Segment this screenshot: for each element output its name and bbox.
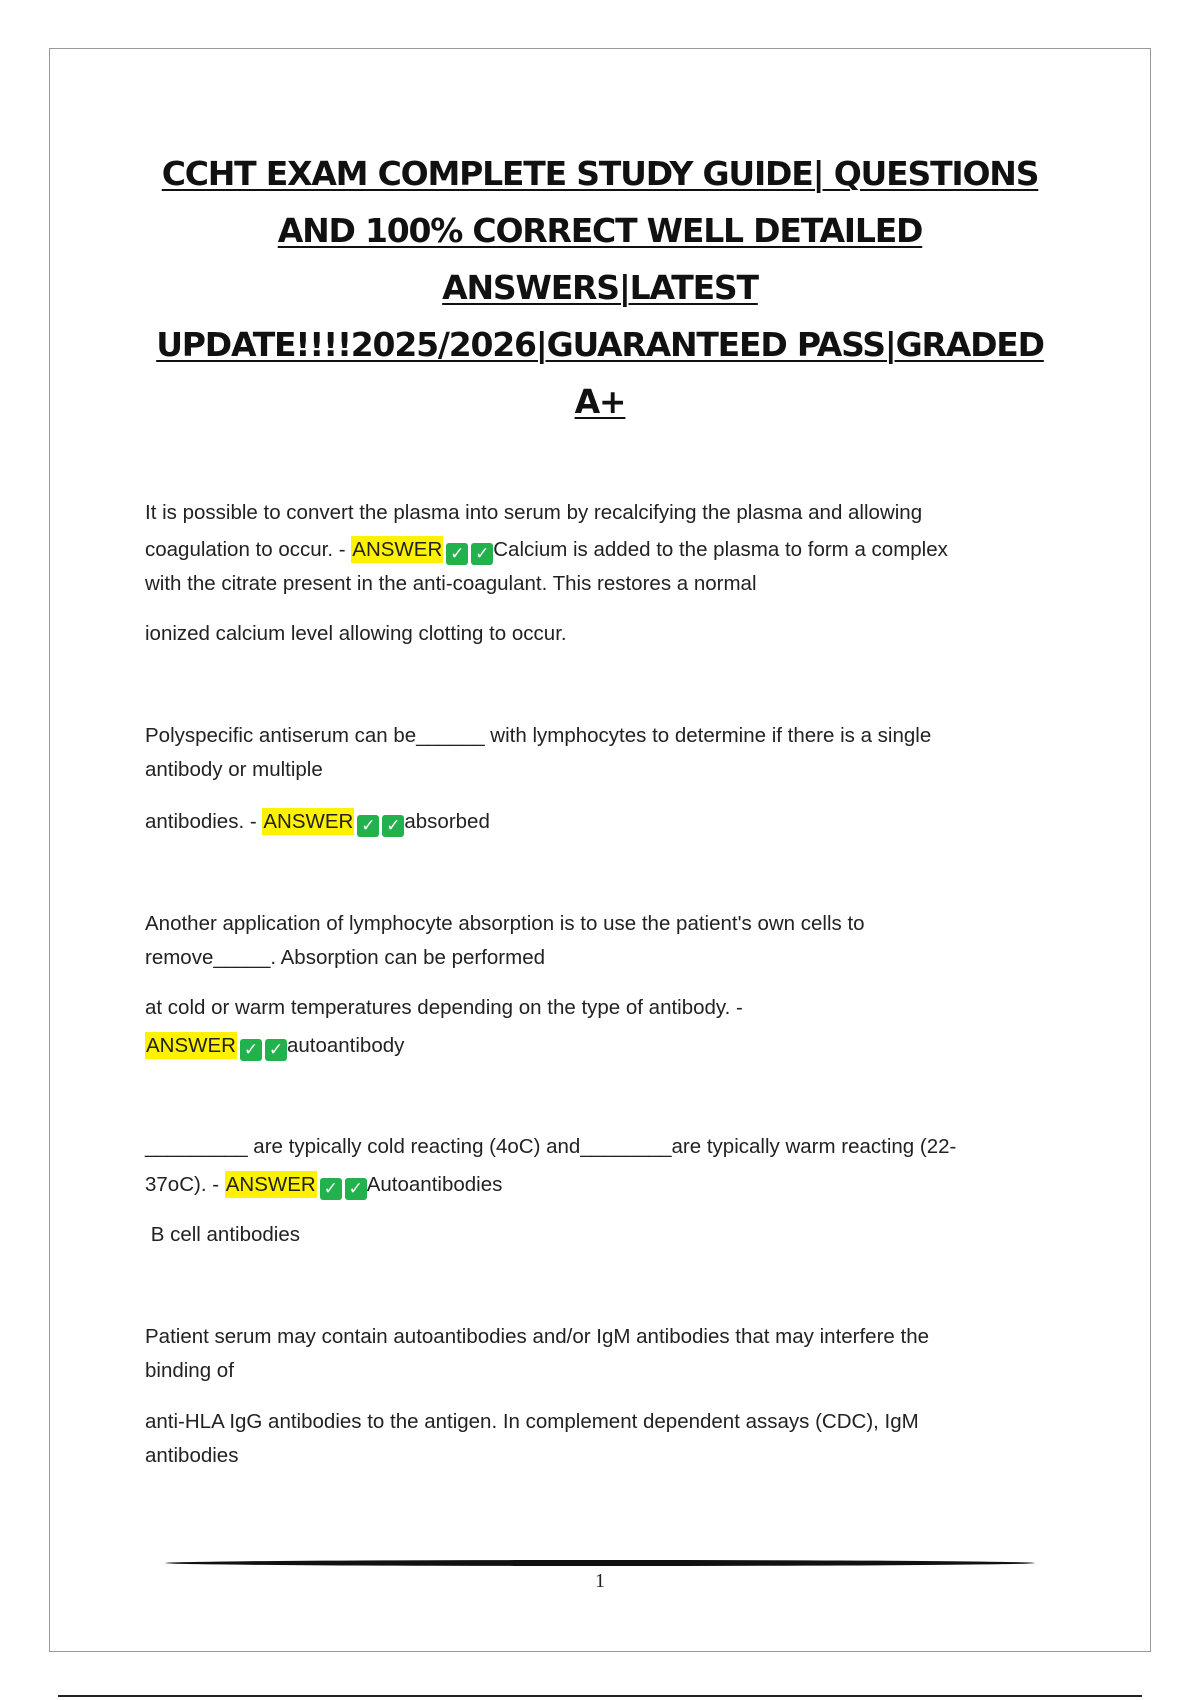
question-4-line-1: _________ are typically cold reacting (4oC) and________are typically warm reacting (22- xyxy=(145,1135,957,1158)
question-2-line-3 xyxy=(145,805,490,839)
page-number: 1 xyxy=(595,1570,605,1592)
green-checkmark-icon: ✓ xyxy=(446,543,468,565)
footer-rule xyxy=(165,1560,1035,1566)
question-3-line-3: at cold or warm temperatures depending on the type of antibody. - xyxy=(145,996,743,1019)
answer-4-text: Autoantibodies xyxy=(366,1173,503,1196)
answer-3-text: autoantibody xyxy=(286,1034,405,1057)
question-2-line-1: Polyspecific antiserum can be______ with lymphocytes to determine if there is a single xyxy=(145,724,932,747)
question-2-text: antibodies. - xyxy=(145,810,263,833)
green-checkmark-icon: ✓ xyxy=(382,815,404,837)
answer-1-text: Calcium is added to the plasma to form a complex xyxy=(493,538,948,561)
answer-label: ANSWER xyxy=(146,1034,236,1057)
title-line-1: CCHT EXAM COMPLETE STUDY GUIDE| QUESTIONS xyxy=(161,154,1039,193)
question-3-line-2: remove_____. Absorption can be performed xyxy=(145,946,546,969)
answer-1-line-3: ionized calcium level allowing clotting to occur. xyxy=(145,622,567,645)
answer-4-line-2: B cell antibodies xyxy=(145,1223,300,1246)
title-line-2: AND 100% CORRECT WELL DETAILED xyxy=(277,211,923,250)
green-checkmark-icon: ✓ xyxy=(357,815,379,837)
answer-label: ANSWER xyxy=(352,538,443,561)
answer-label: ANSWER xyxy=(263,810,354,833)
question-1-line-1: It is possible to convert the plasma into serum by recalcifying the plasma and allowing xyxy=(145,501,923,524)
question-5-line-1: Patient serum may contain autoantibodies and/or IgM antibodies that may interfere the xyxy=(145,1325,930,1348)
question-1-line-2 xyxy=(145,533,948,567)
green-checkmark-icon: ✓ xyxy=(240,1039,262,1061)
answer-2-text: absorbed xyxy=(404,810,490,833)
answer-1-line-2: with the citrate present in the anti-coagulant. This restores a normal xyxy=(145,572,757,595)
question-5-line-4: antibodies xyxy=(145,1444,239,1467)
document-title xyxy=(140,145,1060,430)
question-5-line-3: anti-HLA IgG antibodies to the antigen. In complement dependent assays (CDC), IgM xyxy=(145,1410,919,1433)
green-checkmark-icon: ✓ xyxy=(320,1178,342,1200)
question-5-line-2: binding of xyxy=(145,1359,234,1382)
question-2-line-2: antibody or multiple xyxy=(145,758,323,781)
title-line-5: A+ xyxy=(574,382,626,421)
question-4-text: 37oC). - xyxy=(145,1173,225,1196)
answer-label: ANSWER xyxy=(225,1173,316,1196)
green-checkmark-icon: ✓ xyxy=(471,543,493,565)
bottom-divider xyxy=(58,1695,1142,1697)
question-1-text: coagulation to occur. - xyxy=(145,538,352,561)
question-3-line-1: Another application of lymphocyte absorption is to use the patient's own cells to xyxy=(145,912,865,935)
title-line-3: ANSWERS|LATEST xyxy=(442,268,758,307)
answer-3-line xyxy=(145,1029,404,1063)
green-checkmark-icon: ✓ xyxy=(265,1039,287,1061)
title-line-4: UPDATE!!!!2025/2026|GUARANTEED PASS|GRADED xyxy=(156,325,1044,364)
question-4-line-2 xyxy=(145,1168,502,1202)
green-checkmark-icon: ✓ xyxy=(345,1178,367,1200)
